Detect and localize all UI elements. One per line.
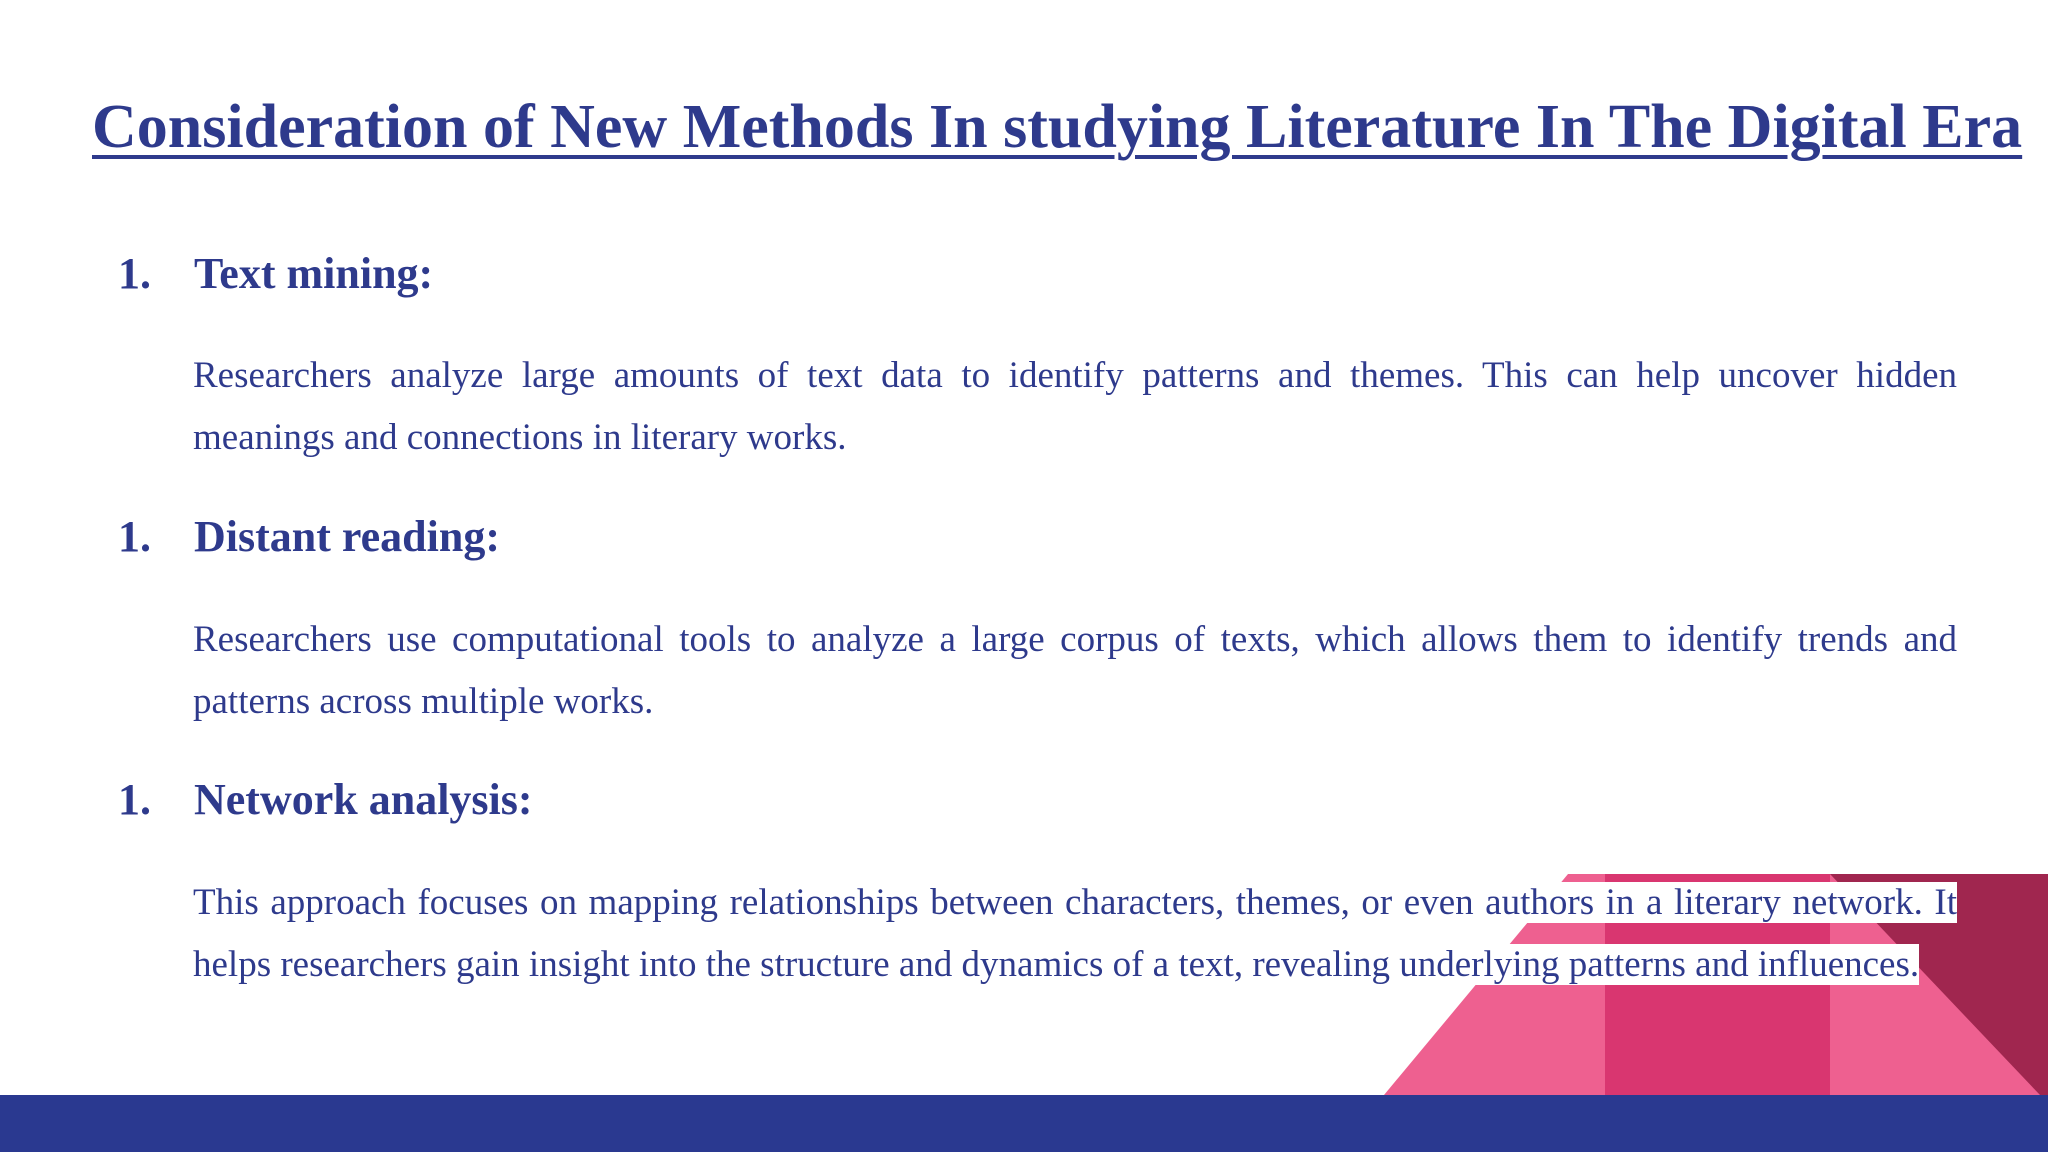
list-item-heading xyxy=(118,774,533,825)
slide-title: Consideration of New Methods In studying Literature In The Digital Era xyxy=(92,93,2023,161)
list-item-body xyxy=(193,872,1957,996)
list-item-body-text: This approach focuses on mapping relationships between characters, themes, or even authors in a literary network. It helps researchers gain insight into the structure and dynamics of a text, revealing underlying patterns and influences. xyxy=(193,882,1957,985)
list-item-body: Researchers use computational tools to analyze a large corpus of texts, which allows them to identify trends and patterns across multiple works. xyxy=(193,619,1957,722)
footer-bar xyxy=(0,1095,2048,1152)
list-item-number: 1. xyxy=(118,512,151,561)
list-item-title: Distant reading: xyxy=(194,512,500,561)
list-item-number: 1. xyxy=(118,249,151,298)
list-item-heading xyxy=(118,248,433,299)
list-item-number: 1. xyxy=(118,775,151,824)
list-item-title: Text mining: xyxy=(194,249,434,298)
list-item-heading xyxy=(118,511,500,562)
list-item-title: Network analysis: xyxy=(194,775,533,824)
list-item-body: Researchers analyze large amounts of text data to identify patterns and themes. This can help uncover hidden meanings and connections in literary works. xyxy=(193,355,1957,458)
